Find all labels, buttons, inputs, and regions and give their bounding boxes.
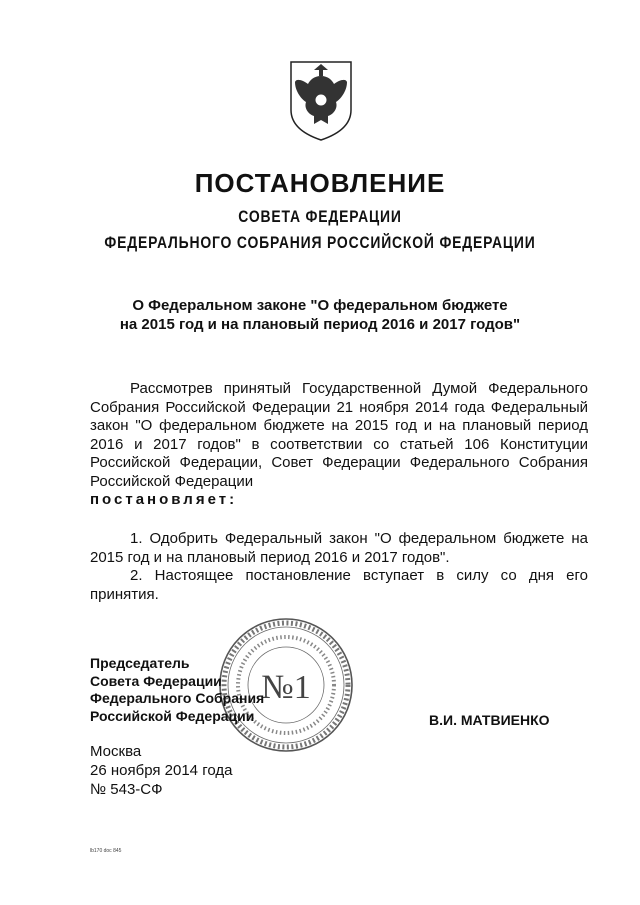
resolution-item-1: 1. Одобрить Федеральный закон "О федеральном бюджете на 2015 год и на плановый период 2016 и 2017 годов".: [90, 530, 588, 566]
preamble-text: Рассмотрев принятый Государственной Думой Федерального Собрания Российской Федерации 21 ноября 2014 года Федеральный закон "О федеральном бюджете на 2015 год и на плановый период 2016 и 2017 годов" в соответствии со статьей 106 Конституции Российской Федерации, Совет Федерации Федерального Собрания Российской Федерации: [90, 380, 588, 490]
resolution-items: [90, 530, 588, 604]
stamp-number: №1: [261, 669, 311, 706]
date: 26 ноября 2014 года: [90, 762, 233, 779]
decrees-word: постановляет:: [90, 491, 238, 508]
position-line-4: Российской Федерации: [90, 707, 255, 724]
resolution-item-2: 2. Настоящее постановление вступает в силу со дня его принятия.: [90, 567, 588, 603]
city: Москва: [90, 743, 142, 760]
issuer-line-2: ФЕДЕРАЛЬНОГО СОБРАНИЯ РОССИЙСКОЙ ФЕДЕРАЦИИ: [104, 233, 536, 252]
position-line-1: Председатель: [90, 655, 190, 671]
position-line-2: Совета Федерации: [90, 672, 222, 689]
issuer-line-1: СОВЕТА ФЕДЕРАЦИИ: [238, 207, 402, 226]
subject-line-1: О Федеральном законе "О федеральном бюджете: [132, 297, 508, 314]
signatory-name: В.И. МАТВИЕНКО: [429, 712, 550, 728]
document-title: ПОСТАНОВЛЕНИЕ: [194, 168, 446, 198]
document-number: № 543-СФ: [90, 781, 163, 798]
preamble-paragraph: [90, 380, 588, 510]
signatory-position: [90, 655, 264, 725]
print-code: lb170 doc 845: [90, 848, 122, 854]
place-and-date: [90, 742, 232, 799]
document-subject: [70, 296, 570, 334]
position-line-3: Федерального Собрания: [90, 690, 265, 706]
preamble-block: [90, 380, 588, 510]
subject-line-2: на 2015 год и на плановый период 2016 и 2017 годов": [119, 316, 521, 333]
coat-of-arms-emblem: [286, 58, 356, 142]
